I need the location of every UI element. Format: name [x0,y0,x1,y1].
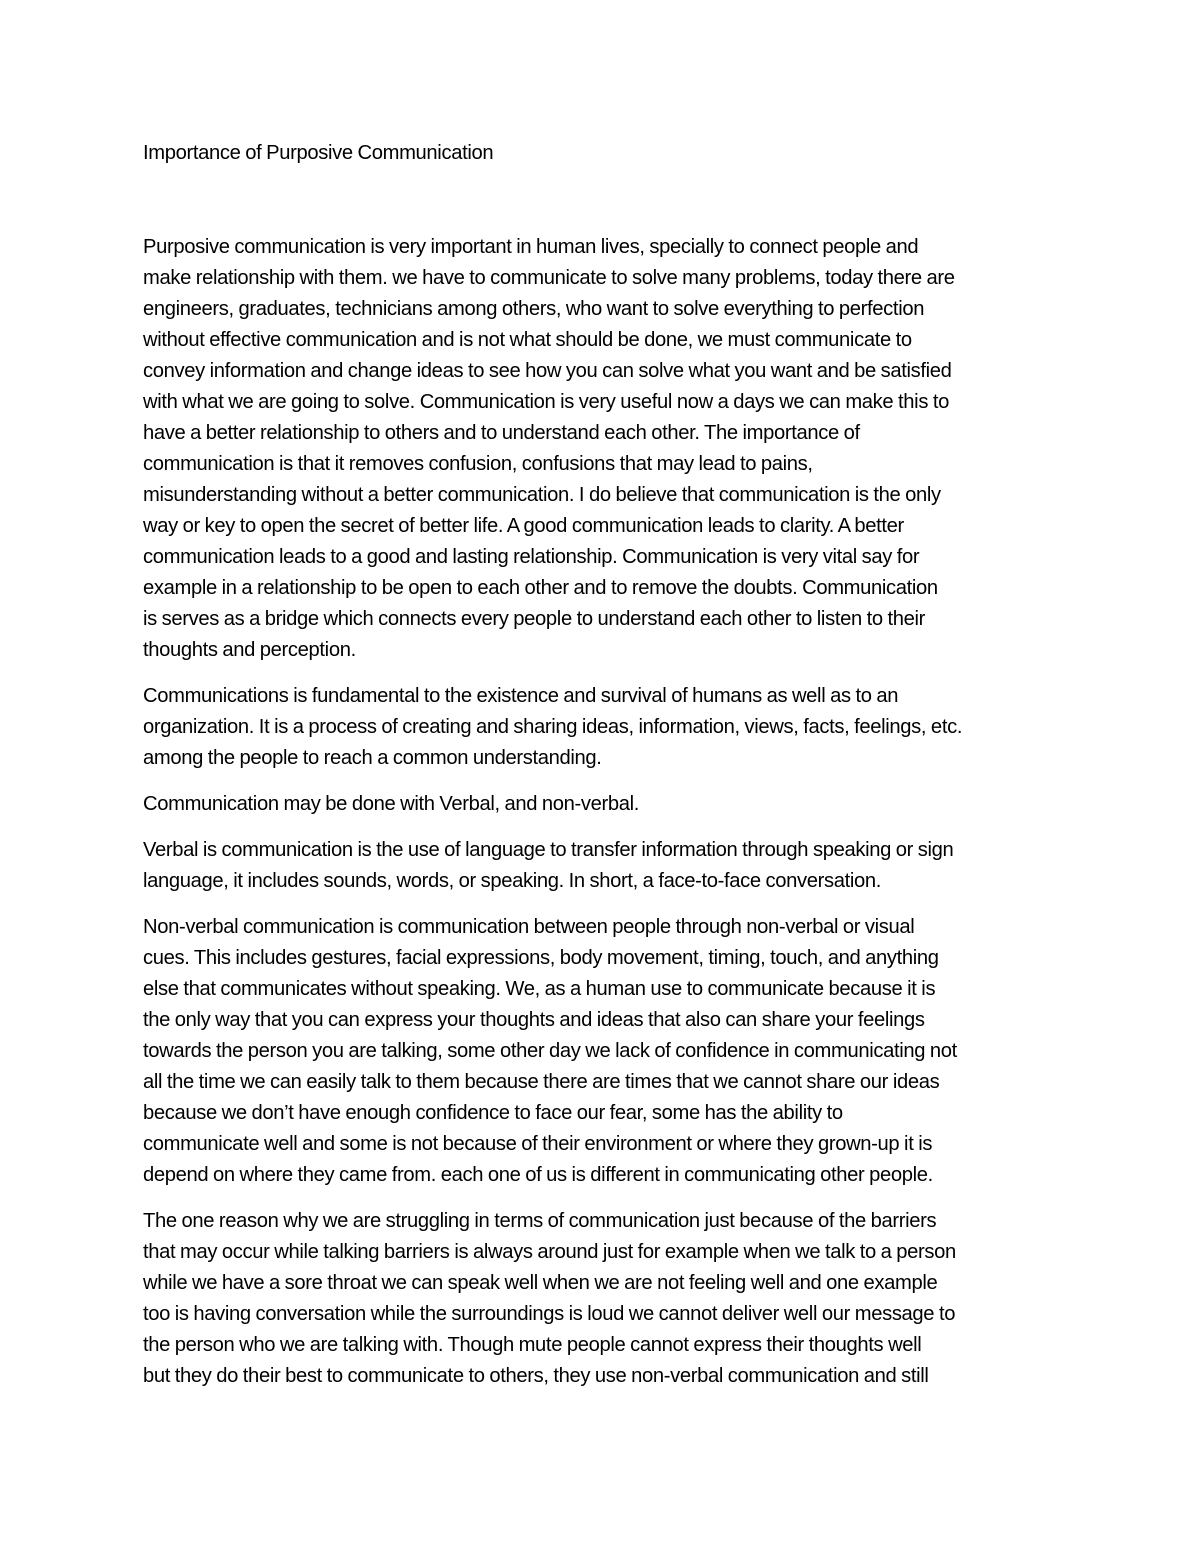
paragraph-line: cues. This includes gestures, facial expressions, body movement, timing, touch, and anything [143,947,939,969]
paragraph [143,232,1068,666]
paragraph-line: without effective communication and is not what should be done, we must communicate to [143,329,912,351]
paragraph-line: engineers, graduates, technicians among others, who want to solve everything to perfection [143,298,925,320]
paragraph-line: while we have a sore throat we can speak well when we are not feeling well and one example [143,1272,938,1294]
paragraph-line: have a better relationship to others and to understand each other. The importance of [143,422,860,444]
paragraph [143,1206,1068,1392]
paragraph-line: Communication may be done with Verbal, and non-verbal. [143,793,640,815]
paragraph-line: with what we are going to solve. Communication is very useful now a days we can make this to [143,391,949,413]
paragraph-line: Communications is fundamental to the existence and survival of humans as well as to an [143,685,899,707]
paragraph-line: language, it includes sounds, words, or speaking. In short, a face-to-face conversation. [143,870,881,892]
paragraph-line: all the time we can easily talk to them because there are times that we cannot share our ideas [143,1071,940,1093]
paragraph-line: organization. It is a process of creating and sharing ideas, information, views, facts, feelings, etc. [143,716,963,738]
paragraph-line: but they do their best to communicate to others, they use non-verbal communication and still [143,1365,929,1387]
paragraph [143,681,1068,774]
paragraph-line: way or key to open the secret of better life. A good communication leads to clarity. A better [143,515,904,537]
paragraph-line: convey information and change ideas to see how you can solve what you want and be satisfied [143,360,952,382]
paragraph [143,789,1068,820]
paragraph-line: The one reason why we are struggling in terms of communication just because of the barriers [143,1210,937,1232]
paragraph-line: communication leads to a good and lasting relationship. Communication is very vital say for [143,546,920,568]
paragraph-line: Purposive communication is very important in human lives, specially to connect people and [143,236,919,258]
paragraph-line: misunderstanding without a better communication. I do believe that communication is the only [143,484,941,506]
paragraph-line: is serves as a bridge which connects every people to understand each other to listen to their [143,608,926,630]
paragraph [143,912,1068,1191]
paragraph-line: Non-verbal communication is communication between people through non-verbal or visual [143,916,915,938]
paragraph-line: depend on where they came from. each one of us is different in communicating other people. [143,1164,933,1186]
paragraph-line: because we don’t have enough confidence to face our fear, some has the ability to [143,1102,843,1124]
paragraph-line: too is having conversation while the surroundings is loud we cannot deliver well our message to [143,1303,956,1325]
paragraph-line: towards the person you are talking, some other day we lack of confidence in communicating not [143,1040,957,1062]
paragraph-line: Verbal is communication is the use of language to transfer information through speaking or sign [143,839,954,861]
paragraph-line: make relationship with them. we have to communicate to solve many problems, today there are [143,267,955,289]
paragraph-line: among the people to reach a common understanding. [143,747,602,769]
document-body [143,138,1068,1407]
paragraph-line: example in a relationship to be open to each other and to remove the doubts. Communication [143,577,938,599]
paragraph-container [143,232,1068,1392]
paragraph-line: communication is that it removes confusion, confusions that may lead to pains, [143,453,813,475]
paragraph-line: communicate well and some is not because of their environment or where they grown-up it is [143,1133,933,1155]
paragraph [143,835,1068,897]
paragraph-line: thoughts and perception. [143,639,356,661]
paragraph-line: else that communicates without speaking. We, as a human use to communicate because it is [143,978,936,1000]
paragraph-line: the person who we are talking with. Though mute people cannot express their thoughts well [143,1334,922,1356]
paragraph-line: the only way that you can express your thoughts and ideas that also can share your feelings [143,1009,925,1031]
paragraph-line: that may occur while talking barriers is always around just for example when we talk to a person [143,1241,956,1263]
document-title: Importance of Purposive Communication [143,142,494,164]
